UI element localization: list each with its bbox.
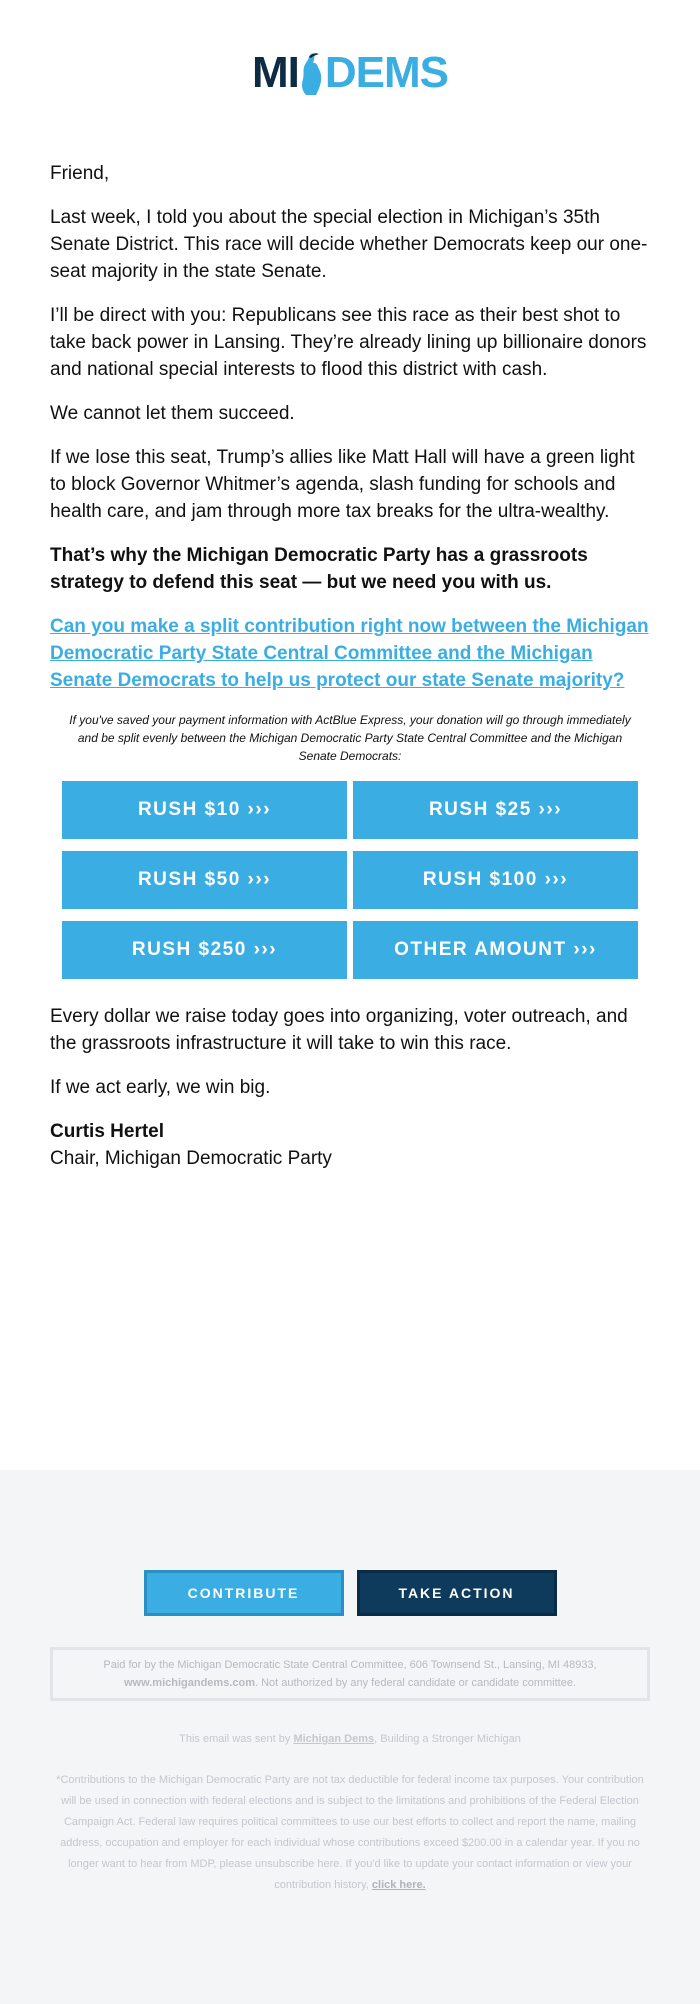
paragraph-6: Every dollar we raise today goes into organizing, voter outreach, and the grassroots infrastructure it will take to win this race. bbox=[50, 1006, 628, 1054]
header bbox=[0, 0, 700, 135]
michigan-mitten-icon bbox=[300, 51, 324, 95]
signature bbox=[50, 1118, 650, 1172]
footer-buttons bbox=[0, 1570, 700, 1616]
paragraph-3: We cannot let them succeed. bbox=[50, 403, 295, 424]
paragraph-2: I’ll be direct with you: Republicans see this race as their best shot to take back power in Lansing. They’re already lining up billionaire donors and national special interests to flood this district with cash. bbox=[50, 305, 647, 380]
sent-by-prefix: This email was sent by bbox=[179, 1733, 294, 1745]
signature-title: Chair, Michigan Democratic Party bbox=[50, 1148, 332, 1169]
disclaimer-text: *Contributions to the Michigan Democratic Party are not tax deductible for federal income tax purposes. Your contribution will be used in connection with federal elections and is subject to the limitations and prohibitions of the Federal Election Campaign Act. Federal law requires political committees to use our best efforts to collect and report the name, mailing address, occupation and employer for each individual whose contributions exceed $200.00 in a calendar year. If you no longer want to hear from MDP, please unsubscribe here. If you'd like to update your contact information or view your contribution history, bbox=[56, 1774, 644, 1891]
donate-button-grid bbox=[50, 781, 650, 979]
paid-for-site[interactable]: www.michigandems.com bbox=[123, 1677, 255, 1689]
paragraph-1: Last week, I told you about the special election in Michigan’s 35th Senate District. This race will decide whether Democrats keep our one-seat majority in the state Senate. bbox=[50, 207, 648, 282]
michigan-dems-link[interactable]: Michigan Dems bbox=[293, 1733, 375, 1745]
contribute-button[interactable]: CONTRIBUTE bbox=[144, 1570, 344, 1616]
rush-250-button[interactable]: RUSH $250 ››› bbox=[62, 921, 347, 979]
actblue-express-note: If you've saved your payment information with ActBlue Express, your donation will go through immediately and be split evenly between the Michigan Democratic Party State Central Committee and the Michigan Senate Democrats: bbox=[69, 713, 631, 763]
signature-name: Curtis Hertel bbox=[50, 1121, 165, 1142]
paid-for-line-1: Paid for by the Michigan Democratic State Central Committee, 606 Townsend St., Lansing, MI 48933, bbox=[103, 1659, 597, 1671]
take-action-button[interactable]: TAKE ACTION bbox=[357, 1570, 557, 1616]
sent-by-suffix: , Building a Stronger Michigan bbox=[374, 1733, 521, 1745]
paid-for-box bbox=[50, 1647, 650, 1701]
paid-for-disclaimer: . Not authorized by any federal candidate or candidate committee. bbox=[254, 1677, 577, 1689]
paragraph-4: If we lose this seat, Trump’s allies like Matt Hall will have a green light to block Governor Whitmer’s agenda, slash funding for schools and health care, and jam through more tax breaks for the ultra-wealthy. bbox=[50, 447, 635, 522]
split-contribution-link[interactable]: Can you make a split contribution right now between the Michigan Democratic Party State Central Committee and the Michigan Senate Democrats to help us protect our state Senate majority? bbox=[50, 616, 649, 691]
letter-body bbox=[0, 160, 700, 1172]
rush-50-button[interactable]: RUSH $50 ››› bbox=[62, 851, 347, 909]
paid-for-line-2 bbox=[124, 1674, 576, 1692]
paragraph-5-bold: That’s why the Michigan Democratic Party has a grassroots strategy to defend this seat — but we need you with us. bbox=[50, 545, 588, 593]
mi-dems-logo[interactable] bbox=[251, 47, 448, 97]
rush-100-button[interactable]: RUSH $100 ››› bbox=[353, 851, 638, 909]
click-here-link[interactable]: click here. bbox=[371, 1879, 426, 1891]
logo-mi-text: MI bbox=[251, 47, 299, 97]
greeting: Friend, bbox=[50, 163, 110, 184]
sent-by-line bbox=[0, 1733, 700, 1745]
contribution-disclaimer bbox=[55, 1770, 645, 1896]
other-amount-button[interactable]: OTHER AMOUNT ››› bbox=[353, 921, 638, 979]
logo-dems-text: DEMS bbox=[324, 47, 448, 97]
footer bbox=[0, 1470, 700, 2004]
rush-10-button[interactable]: RUSH $10 ››› bbox=[62, 781, 347, 839]
rush-25-button[interactable]: RUSH $25 ››› bbox=[353, 781, 638, 839]
paragraph-7: If we act early, we win big. bbox=[50, 1077, 271, 1098]
